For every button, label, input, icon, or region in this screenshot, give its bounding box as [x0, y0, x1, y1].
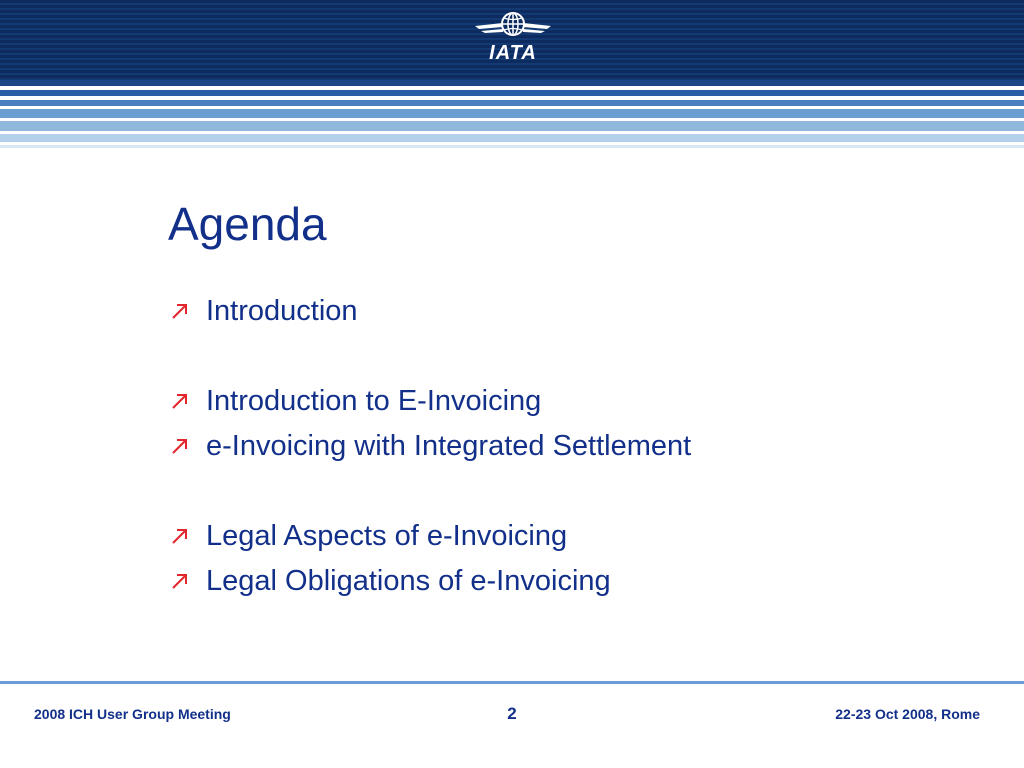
agenda-item-text: Legal Obligations of e-Invoicing	[206, 564, 611, 597]
header-stripe	[0, 109, 1024, 118]
header-stripe	[0, 121, 1024, 131]
iata-logo	[473, 6, 553, 66]
agenda-item	[170, 516, 567, 556]
north-east-arrow-icon	[170, 571, 190, 591]
agenda-item-text: Introduction	[206, 294, 358, 327]
footer-event-name: 2008 ICH User Group Meeting	[34, 706, 231, 722]
globe-wings-icon	[473, 6, 553, 46]
north-east-arrow-icon	[170, 391, 190, 411]
agenda-item	[170, 561, 611, 601]
agenda-item-text: e-Invoicing with Integrated Settlement	[206, 429, 692, 462]
header-stripe	[0, 134, 1024, 142]
logo-wordmark: IATA	[489, 42, 537, 64]
footer-divider	[0, 681, 1024, 684]
agenda-item	[170, 381, 541, 421]
header-band	[0, 0, 1024, 152]
north-east-arrow-icon	[170, 301, 190, 321]
header-stripe	[0, 145, 1024, 148]
north-east-arrow-icon	[170, 526, 190, 546]
north-east-arrow-icon	[170, 436, 190, 456]
page-number: 2	[507, 704, 517, 723]
slide-title: Agenda	[168, 198, 327, 250]
agenda-item	[170, 426, 691, 466]
footer-date-location: 22-23 Oct 2008, Rome	[835, 706, 980, 722]
agenda-item	[170, 291, 358, 331]
agenda-item-text: Legal Aspects of e-Invoicing	[206, 519, 568, 552]
agenda-item-text: Introduction to E-Invoicing	[206, 384, 542, 417]
